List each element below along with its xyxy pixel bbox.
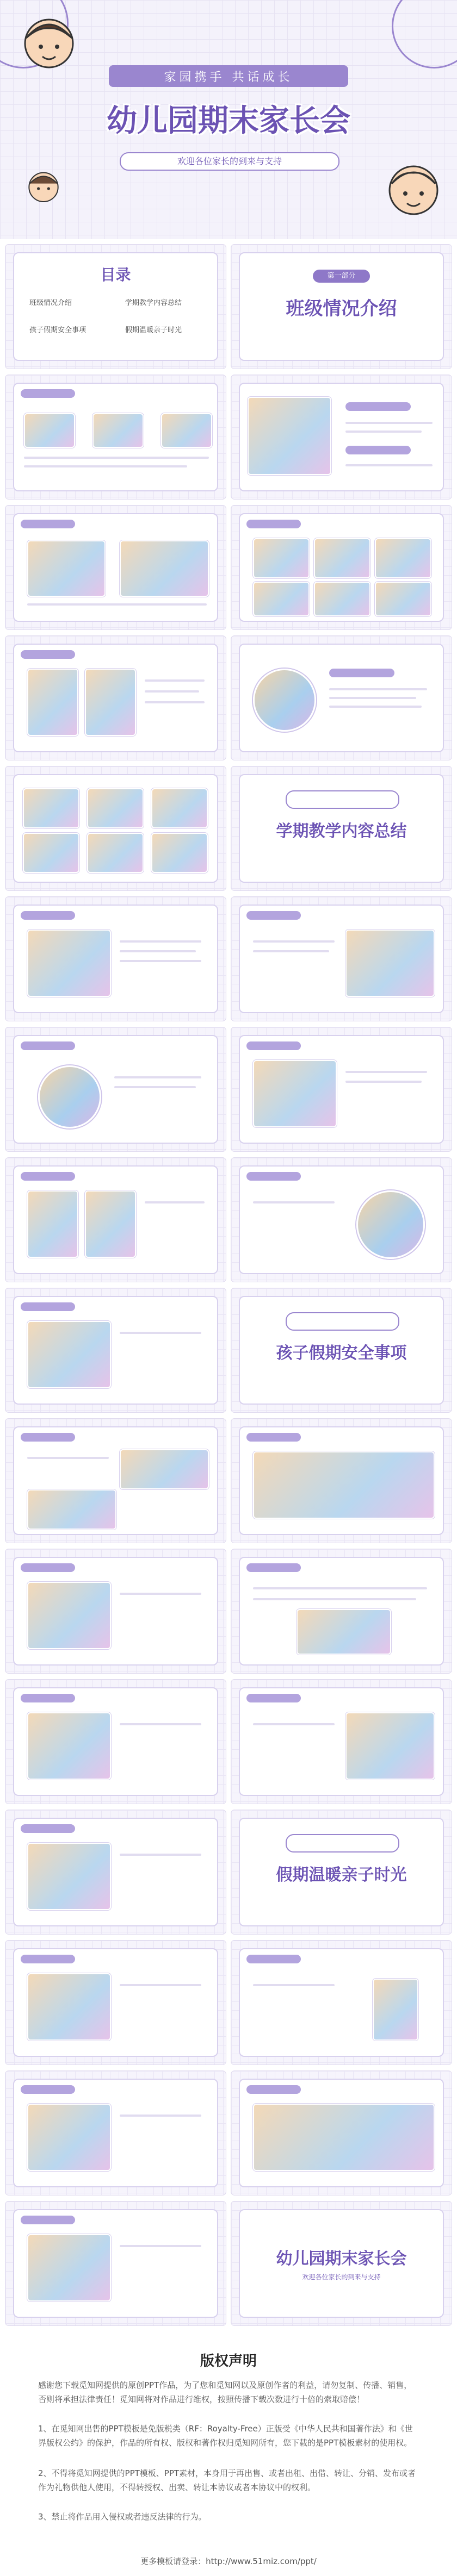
- heading-pill: [246, 1433, 301, 1442]
- slide-content[interactable]: [231, 636, 452, 760]
- text-line: [345, 464, 433, 466]
- photo: [373, 1979, 418, 2041]
- text-line: [114, 1086, 196, 1088]
- photo: [27, 540, 106, 597]
- toc-item: 孩子假期安全事项: [29, 326, 87, 334]
- text-line: [345, 1071, 427, 1073]
- photo: [27, 1489, 116, 1530]
- section-title: 孩子假期安全事项: [276, 1344, 407, 1363]
- heading-pill: [246, 2085, 301, 2094]
- cover-subtitle: 欢迎各位家长的到来与支持: [120, 152, 339, 171]
- slide-closing[interactable]: [231, 2201, 452, 2325]
- heading-pill: [246, 520, 301, 528]
- text-line: [145, 679, 205, 682]
- text-line: [24, 465, 187, 467]
- heading-pill: [21, 1955, 75, 1963]
- photo: [248, 397, 331, 475]
- text-line: [120, 1984, 201, 1986]
- circle-photo: [38, 1065, 101, 1128]
- photo: [375, 582, 431, 616]
- photo: [27, 1321, 111, 1388]
- child-illustration: [22, 163, 65, 212]
- text-line: [120, 1593, 201, 1595]
- heading-pill: [246, 1041, 301, 1050]
- photo: [24, 413, 75, 448]
- cloud-badge: [286, 1312, 399, 1331]
- toc-item: 学期教学内容总结: [125, 299, 182, 307]
- text-line: [120, 950, 196, 952]
- photo: [92, 413, 144, 448]
- heading-pill: [21, 1694, 75, 1702]
- text-line: [329, 706, 422, 708]
- cover-slide: [0, 0, 457, 239]
- heading-pill: [246, 911, 301, 920]
- slide-content[interactable]: [5, 1549, 226, 1673]
- copyright-paragraph: 感谢您下载觅知网提供的原创PPT作品，为了您和觅知网以及原创作者的利益，请勿复制、传播、销售，否则将承担法律责任！觅知网将对作品进行维权，按照传播下载次数进行十倍的索取赔偿！: [38, 2380, 412, 2404]
- slide-content[interactable]: [5, 506, 226, 629]
- photo: [253, 582, 310, 616]
- photo: [27, 1973, 111, 2041]
- slide-content[interactable]: [5, 1810, 226, 1934]
- photo: [345, 1712, 435, 1780]
- text-line: [345, 431, 422, 433]
- more-templates-link[interactable]: 更多模板请登录：http://www.51miz.com/ppt/: [140, 2556, 317, 2566]
- copyright-section: [0, 2340, 457, 2576]
- heading-pill: [21, 1433, 75, 1442]
- photo: [87, 833, 144, 873]
- cloud-badge: [286, 1834, 399, 1853]
- text-line: [145, 690, 199, 693]
- heading-pill: [21, 389, 75, 398]
- slide-section[interactable]: [231, 1288, 452, 1412]
- photo: [23, 788, 79, 828]
- text-line: [27, 603, 207, 606]
- cover-banner: 家园携手 共话成长: [109, 65, 348, 87]
- photo: [314, 582, 370, 616]
- slide-content[interactable]: [5, 897, 226, 1021]
- text-line: [145, 701, 205, 703]
- text-line: [329, 697, 416, 699]
- photo: [314, 538, 370, 578]
- slide-content[interactable]: [231, 375, 452, 499]
- photo: [253, 2104, 435, 2171]
- photo: [151, 833, 208, 873]
- photo: [27, 2234, 111, 2301]
- slide-content[interactable]: [5, 766, 226, 890]
- slide-content[interactable]: [231, 1680, 452, 1804]
- copyright-heading: 版权声明: [200, 2353, 257, 2369]
- slide-content[interactable]: [5, 2071, 226, 2195]
- photo: [161, 413, 212, 448]
- heading-pill: [345, 402, 411, 411]
- section-title: 学期教学内容总结: [276, 822, 407, 841]
- closing-title: 幼儿园期末家长会: [276, 2249, 407, 2268]
- cover-title: 幼儿园期末家长会: [107, 103, 350, 139]
- slide-section[interactable]: [231, 1810, 452, 1934]
- photo: [253, 1451, 435, 1519]
- photo: [27, 1843, 111, 1910]
- copyright-paragraph: 2、不得将觅知网提供的PPT模板、PPT素材，本身用于再出售、或者出租、出借、转让、分销、发布或者作为礼物供他人使用，不得转授权、出卖、转让本协议或者本协议中的权利。: [38, 2468, 416, 2492]
- text-line: [114, 1076, 201, 1078]
- photo: [120, 1449, 209, 1489]
- text-line: [253, 1723, 335, 1725]
- text-line: [27, 1457, 109, 1459]
- slide-content[interactable]: [231, 1158, 452, 1282]
- heading-pill: [21, 1041, 75, 1050]
- photo: [27, 1712, 111, 1780]
- slide-content[interactable]: [5, 1419, 226, 1543]
- slide-content[interactable]: [231, 1027, 452, 1151]
- child-illustration: [16, 11, 82, 82]
- text-line: [120, 2245, 201, 2247]
- photo: [85, 1190, 136, 1258]
- slide-content[interactable]: [231, 1419, 452, 1543]
- text-line: [345, 422, 433, 424]
- heading-pill: [21, 650, 75, 659]
- photo: [23, 833, 79, 873]
- circle-photo: [356, 1190, 425, 1259]
- text-line: [24, 457, 209, 459]
- circle-photo: [253, 669, 316, 732]
- text-line: [253, 1598, 416, 1600]
- copyright-paragraph: 3、禁止将作品用入侵权或者违反法律的行为。: [38, 2512, 207, 2522]
- cloud-badge: [286, 790, 399, 809]
- photo: [27, 1190, 78, 1258]
- toc-item: 班级情况介绍: [29, 299, 72, 307]
- heading-pill: [21, 1302, 75, 1311]
- toc-title: 目录: [100, 266, 131, 284]
- slide-content[interactable]: [5, 2201, 226, 2325]
- closing-subtitle: 欢迎各位家长的到来与支持: [302, 2273, 381, 2281]
- photo: [151, 788, 208, 828]
- heading-pill: [21, 1172, 75, 1181]
- section-title: 班级情况介绍: [286, 298, 397, 320]
- text-line: [120, 1854, 201, 1856]
- text-line: [120, 940, 201, 943]
- text-line: [120, 960, 201, 962]
- heading-pill: [246, 1172, 301, 1181]
- photo: [345, 930, 435, 997]
- heading-pill: [345, 446, 411, 454]
- photo: [87, 788, 144, 828]
- text-line: [120, 1723, 201, 1725]
- text-line: [253, 1984, 335, 1986]
- slide-section[interactable]: [231, 766, 452, 890]
- photo: [85, 669, 136, 736]
- heading-pill: [21, 2216, 75, 2224]
- toc-item: 假期温暖亲子时光: [125, 326, 182, 334]
- text-line: [345, 1081, 422, 1083]
- heading-pill: [21, 911, 75, 920]
- slide-content[interactable]: [231, 1941, 452, 2064]
- slide-toc[interactable]: [5, 245, 226, 369]
- text-line: [145, 1201, 205, 1203]
- text-line: [253, 950, 329, 952]
- heading-pill: [21, 1563, 75, 1572]
- text-line: [253, 940, 335, 943]
- slide-thumbnail-grid: [5, 245, 452, 2325]
- photo: [375, 538, 431, 578]
- child-illustration: [381, 158, 446, 228]
- section-title: 假期温暖亲子时光: [276, 1866, 407, 1885]
- heading-pill: [21, 1824, 75, 1833]
- slide-content[interactable]: [5, 1941, 226, 2064]
- slide-content[interactable]: [5, 1288, 226, 1412]
- photo: [27, 2104, 111, 2171]
- photo: [27, 1582, 111, 1649]
- slide-content[interactable]: [231, 506, 452, 629]
- heading-pill: [329, 669, 394, 677]
- photo: [253, 538, 310, 578]
- heading-pill: [21, 520, 75, 528]
- heading-pill: [246, 1694, 301, 1702]
- heading-pill: [246, 1563, 301, 1572]
- slide-content[interactable]: [5, 636, 226, 760]
- copyright-paragraph: 1、在觅知网出售的PPT模板是免版税类（RF：Royalty-Free）正版受《中华人民共和国著作法》和《世界版权公约》的保护，作品的所有权、版权和著作权归觅知网所有，您下载的是PPT模板素材的使用权。: [38, 2424, 413, 2448]
- text-line: [120, 1332, 201, 1334]
- text-line: [253, 1201, 335, 1203]
- photo: [27, 669, 78, 736]
- photo: [297, 1609, 391, 1655]
- slide-content[interactable]: [5, 375, 226, 499]
- slide-content[interactable]: [231, 897, 452, 1021]
- text-line: [329, 688, 427, 690]
- slide-content[interactable]: [231, 2071, 452, 2195]
- photo: [120, 540, 209, 597]
- photo: [253, 1060, 337, 1127]
- slide-content[interactable]: [5, 1027, 226, 1151]
- heading-pill: [246, 1955, 301, 1963]
- slide-content[interactable]: [231, 1549, 452, 1673]
- heading-pill: [21, 2085, 75, 2094]
- part-badge: 第一部分: [313, 270, 370, 283]
- slide-content[interactable]: [5, 1158, 226, 1282]
- photo: [27, 930, 111, 997]
- doodle-circle: [392, 0, 457, 68]
- slide-content[interactable]: [5, 1680, 226, 1804]
- slide-section[interactable]: [231, 245, 452, 369]
- text-line: [253, 1587, 427, 1589]
- text-line: [120, 2115, 201, 2117]
